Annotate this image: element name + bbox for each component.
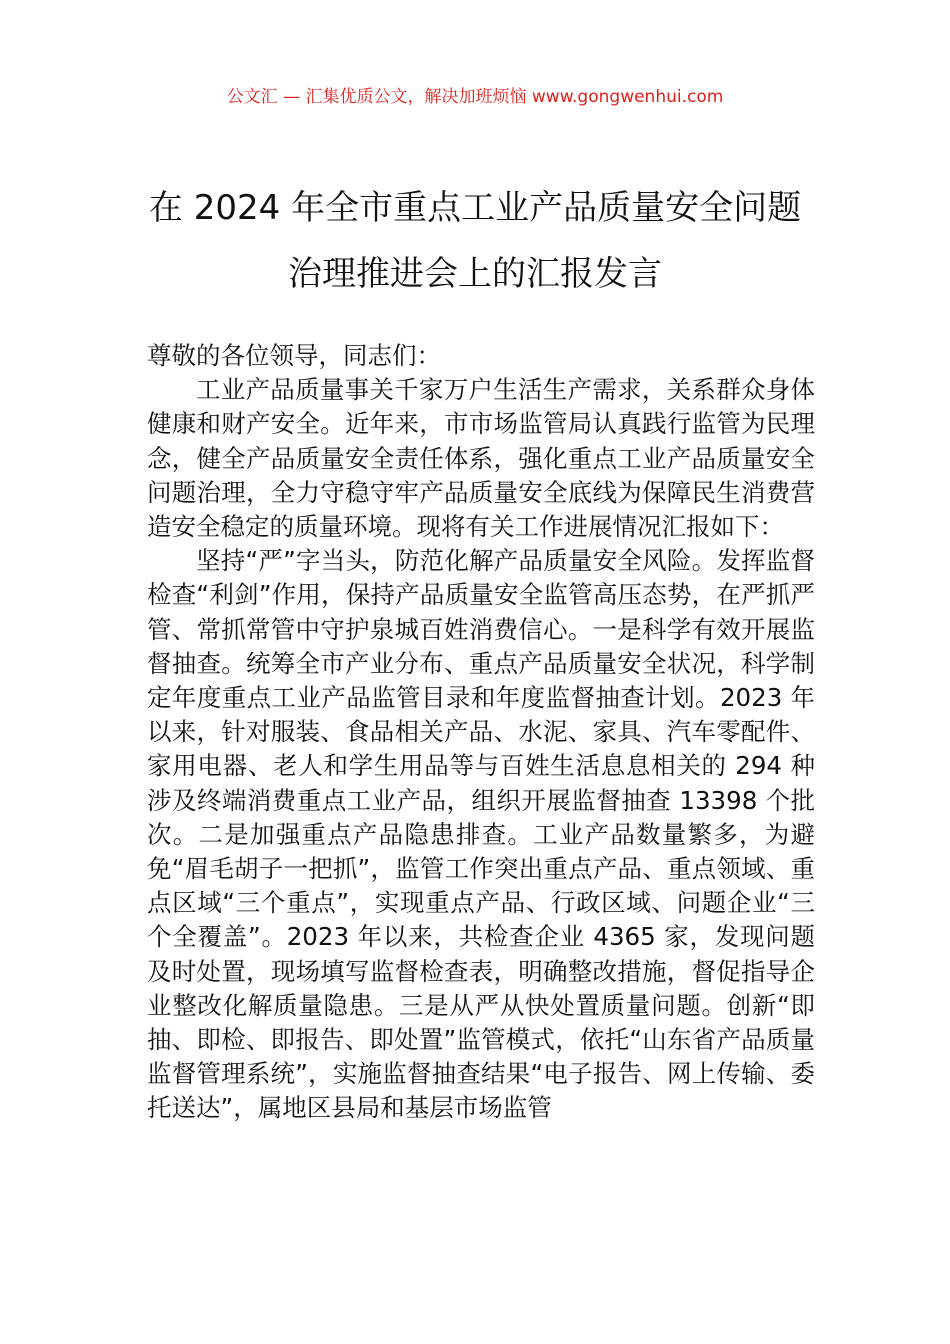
document-body: [147, 339, 815, 1126]
document-title: [95, 175, 855, 307]
title-line-2: 治理推进会上的汇报发言: [288, 254, 662, 294]
site-banner: 公文汇 — 汇集优质公文，解决加班烦恼 www.gongwenhui.com: [226, 87, 724, 107]
title-line-1: 在 2024 年全市重点工业产品质量安全问题: [148, 188, 802, 228]
salutation: 尊敬的各位领导，同志们：: [147, 341, 441, 370]
paragraph-strict-supervision: 坚持“严”字当头，防范化解产品质量安全风险。发挥监督检查“利剑”作用，保持产品质量安全监管高压态势，在严抓严管、常抓常管中守护泉城百姓消费信心。一是科学有效开展监督抽查。统筹全市产业分布、重点产品质量安全状况，科学制定年度重点工业产品监管目录和年度监督抽查计划。2023 年以来，针对服装、食品相关产品、水泥、家具、汽车零配件、家用电器、老人和学生用品等与百姓生活息息相关的 294 种涉及终端消费重点工业产品，组织开展监督抽查 13398 个批次。二是加强重点产品隐患排查。工业产品数量繁多，为避免“眉毛胡子一把抓”，监管工作突出重点产品、重点领域、重点区域“三个重点”，实现重点产品、行政区域、问题企业“三个全覆盖”。2023 年以来，共检查企业 4365 家，发现问题及时处置，现场填写监督检查表，明确整改措施，督促指导企业整改化解质量隐患。三是从严从快处置质量问题。创新“即抽、即检、即报告、即处置”监管模式，依托“山东省产品质量监督管理系统”，实施监督抽查结果“电子报告、网上传输、委托送达”，属地区县局和基层市场监管: [147, 546, 815, 1123]
paragraph-intro: 工业产品质量事关千家万户生活生产需求，关系群众身体健康和财产安全。近年来，市市场监管局认真践行监管为民理念，健全产品质量安全责任体系，强化重点工业产品质量安全问题治理，全力守稳守牢产品质量安全底线为保障民生消费营造安全稳定的质量环境。现将有关工作进展情况汇报如下：: [147, 375, 815, 542]
